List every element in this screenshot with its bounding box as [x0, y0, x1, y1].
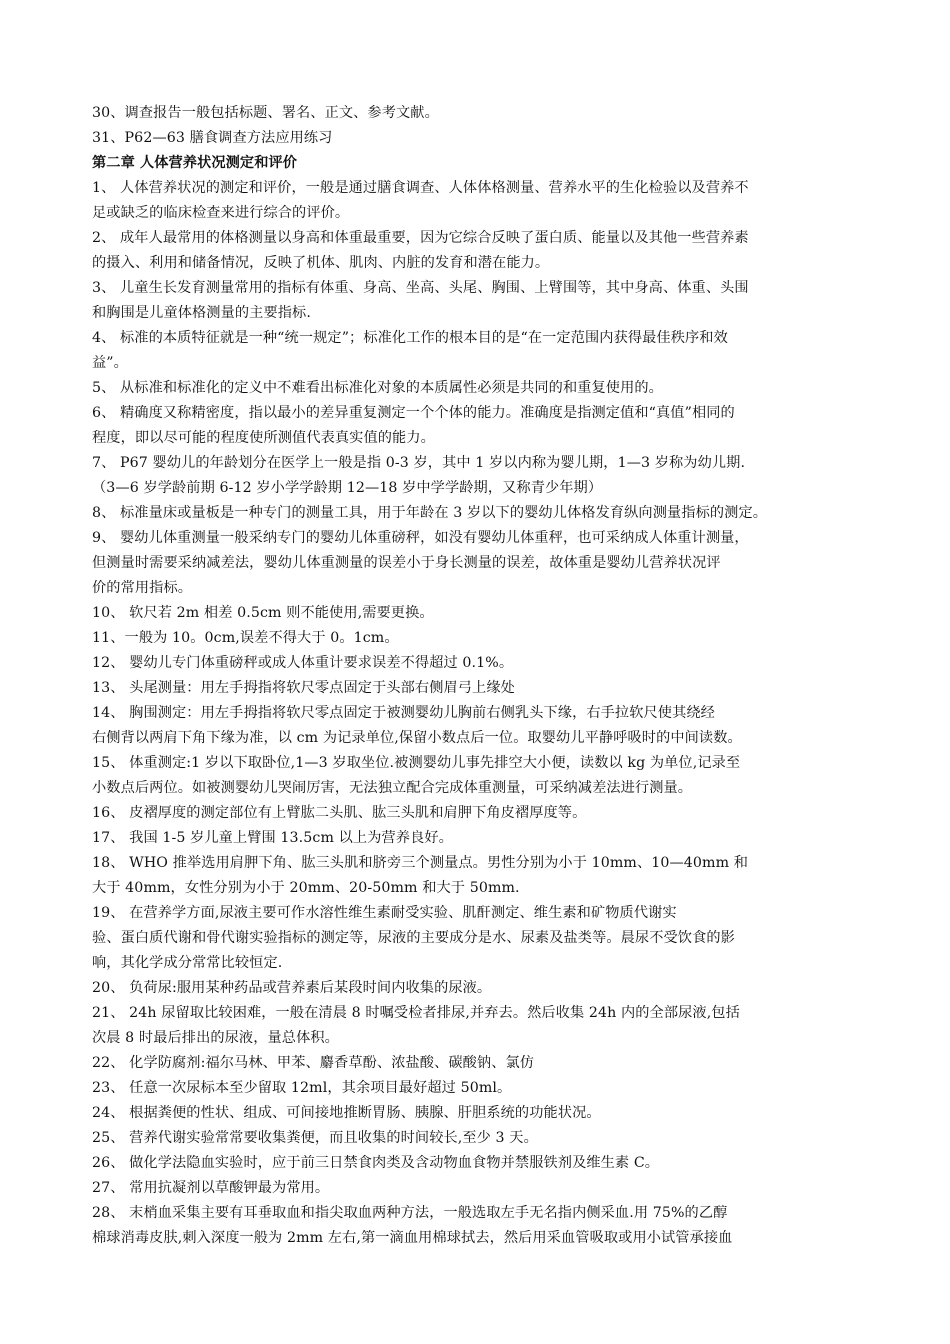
- text-line: 28、 末梢血采集主要有耳垂取血和指尖取血两种方法，一般选取左手无名指内侧采血.用 75%的乙醇: [92, 1205, 728, 1221]
- text-line: 6、 精确度又称精密度，指以最小的差异重复测定一个个体的能力。准确度是指测定值和“真值”相同的: [92, 405, 735, 421]
- text-line: 足或缺乏的临床检查来进行综合的评价。: [92, 205, 350, 221]
- text-line: 23、 任意一次尿标本至少留取 12ml，其余项目最好超过 50ml。: [92, 1080, 512, 1096]
- text-line: 7、 P67 婴幼儿的年龄划分在医学上一般是指 0-3 岁，其中 1 岁以内称为婴儿期，1—3 岁称为幼儿期.: [92, 455, 746, 471]
- text-line: 12、 婴幼儿专门体重磅秤或成人体重计要求误差不得超过 0.1%。: [92, 655, 514, 671]
- text-line: 右侧背以两肩下角下缘为准，以 cm 为记录单位,保留小数点后一位。取婴幼儿平静呼吸时的中间读数。: [92, 730, 742, 746]
- text-line: 9、 婴幼儿体重测量一般采纳专门的婴幼儿体重磅秤，如没有婴幼儿体重秤，也可采纳成人体重计测量，: [92, 530, 749, 546]
- text-line: 19、 在营养学方面,尿液主要可作水溶性维生素耐受实验、肌酐测定、维生素和矿物质代谢实: [92, 905, 677, 921]
- text-line: 24、 根据粪便的性状、组成、可间接地推断胃肠、胰腺、肝胆系统的功能状况。: [92, 1105, 601, 1121]
- text-line: 18、 WHO 推举选用肩胛下角、肱三头肌和脐旁三个测量点。男性分别为小于 10mm、10—40mm 和: [92, 855, 749, 871]
- text-line: 但测量时需要采纳减差法，婴幼儿体重测量的误差小于身长测量的误差，故体重是婴幼儿营养状况评: [92, 555, 721, 571]
- text-line: 5、 从标准和标准化的定义中不难看出标准化对象的本质属性必须是共同的和重复使用的。: [92, 380, 663, 396]
- text-line: 和胸围是儿童体格测量的主要指标.: [92, 305, 311, 321]
- text-line: 响，其化学成分常常比较恒定.: [92, 955, 283, 971]
- text-line: 大于 40mm，女性分别为小于 20mm、20-50mm 和大于 50mm.: [92, 880, 520, 896]
- text-line: 价的常用指标。: [92, 580, 193, 596]
- text-line: 益”。: [92, 355, 128, 371]
- text-line: 验、蛋白质代谢和骨代谢实验指标的测定等，尿液的主要成分是水、尿素及盐类等。晨尿不受饮食的影: [92, 930, 735, 946]
- text-line: 次晨 8 时最后排出的尿液，量总体积。: [92, 1030, 339, 1046]
- text-line: 棉球消毒皮肤,刺入深度一般为 2mm 左右,第一滴血用棉球拭去，然后用采血管吸取或用小试管承接血: [92, 1230, 733, 1246]
- text-line: 3、 儿童生长发育测量常用的指标有体重、身高、坐高、头尾、胸围、上臂围等，其中身高、体重、头围: [92, 280, 749, 296]
- text-line: 25、 营养代谢实验常常要收集粪便，而且收集的时间较长,至少 3 天。: [92, 1130, 538, 1146]
- text-line: 小数点后两位。如被测婴幼儿哭闹厉害，无法独立配合完成体重测量，可采纳减差法进行测量。: [92, 780, 693, 796]
- text-line: 14、 胸围测定：用左手拇指将软尺零点固定于被测婴幼儿胸前右侧乳头下缘，右手拉软尺使其绕经: [92, 705, 715, 721]
- text-line: 30、调查报告一般包括标题、署名、正文、参考文献。: [92, 105, 439, 121]
- text-line: 31、P62—63 膳食调查方法应用练习: [92, 130, 333, 146]
- text-line: 13、 头尾测量：用左手拇指将软尺零点固定于头部右侧眉弓上缘处: [92, 680, 515, 696]
- text-line: 22、 化学防腐剂:福尔马林、甲苯、麝香草酚、浓盐酸、碳酸钠、氯仿: [92, 1055, 535, 1071]
- text-line: 21、 24h 尿留取比较困难，一般在清晨 8 时嘱受检者排尿,并弃去。然后收集 24h 内的全部尿液,包括: [92, 1005, 740, 1021]
- text-line: 11、一般为 10。0cm,误差不得大于 0。1cm。: [92, 630, 399, 646]
- chapter-heading: 第二章 人体营养状况测定和评价: [92, 155, 298, 171]
- text-line: 8、 标准量床或量板是一种专门的测量工具，用于年龄在 3 岁以下的婴幼儿体格发育纵向测量指标的测定。: [92, 505, 768, 521]
- text-line: 的摄入、利用和储备情况，反映了机体、肌肉、内脏的发育和潜在能力。: [92, 255, 550, 271]
- text-line: 17、 我国 1-5 岁儿童上臂围 13.5cm 以上为营养良好。: [92, 830, 453, 846]
- text-line: 2、 成年人最常用的体格测量以身高和体重最重要，因为它综合反映了蛋白质、能量以及其他一些营养素: [92, 230, 749, 246]
- text-line: 程度，即以尽可能的程度使所测值代表真实值的能力。: [92, 430, 435, 446]
- text-line: 15、 体重测定:1 岁以下取卧位,1—3 岁取坐位.被测婴幼儿事先排空大小便，读数以 kg 为单位,记录至: [92, 755, 741, 771]
- text-line: 26、 做化学法隐血实验时，应于前三日禁食肉类及含动物血食物并禁服铁剂及维生素 C。: [92, 1155, 660, 1171]
- text-line: （3—6 岁学龄前期 6-12 岁小学学龄期 12—18 岁中学学龄期，又称青少年期）: [92, 480, 603, 496]
- text-line: 10、 软尺若 2m 相差 0.5cm 则不能使用,需要更换。: [92, 605, 434, 621]
- text-line: 20、 负荷尿:服用某种药品或营养素后某段时间内收集的尿液。: [92, 980, 492, 996]
- text-line: 27、 常用抗凝剂以草酸钾最为常用。: [92, 1180, 330, 1196]
- text-line: 16、 皮褶厚度的测定部位有上臂肱二头肌、肱三头肌和肩胛下角皮褶厚度等。: [92, 805, 587, 821]
- text-line: 4、 标准的本质特征就是一种“统一规定”；标准化工作的根本目的是“在一定范围内获得最佳秩序和效: [92, 330, 728, 346]
- text-line: 1、 人体营养状况的测定和评价，一般是通过膳食调查、人体体格测量、营养水平的生化检验以及营养不: [92, 180, 749, 196]
